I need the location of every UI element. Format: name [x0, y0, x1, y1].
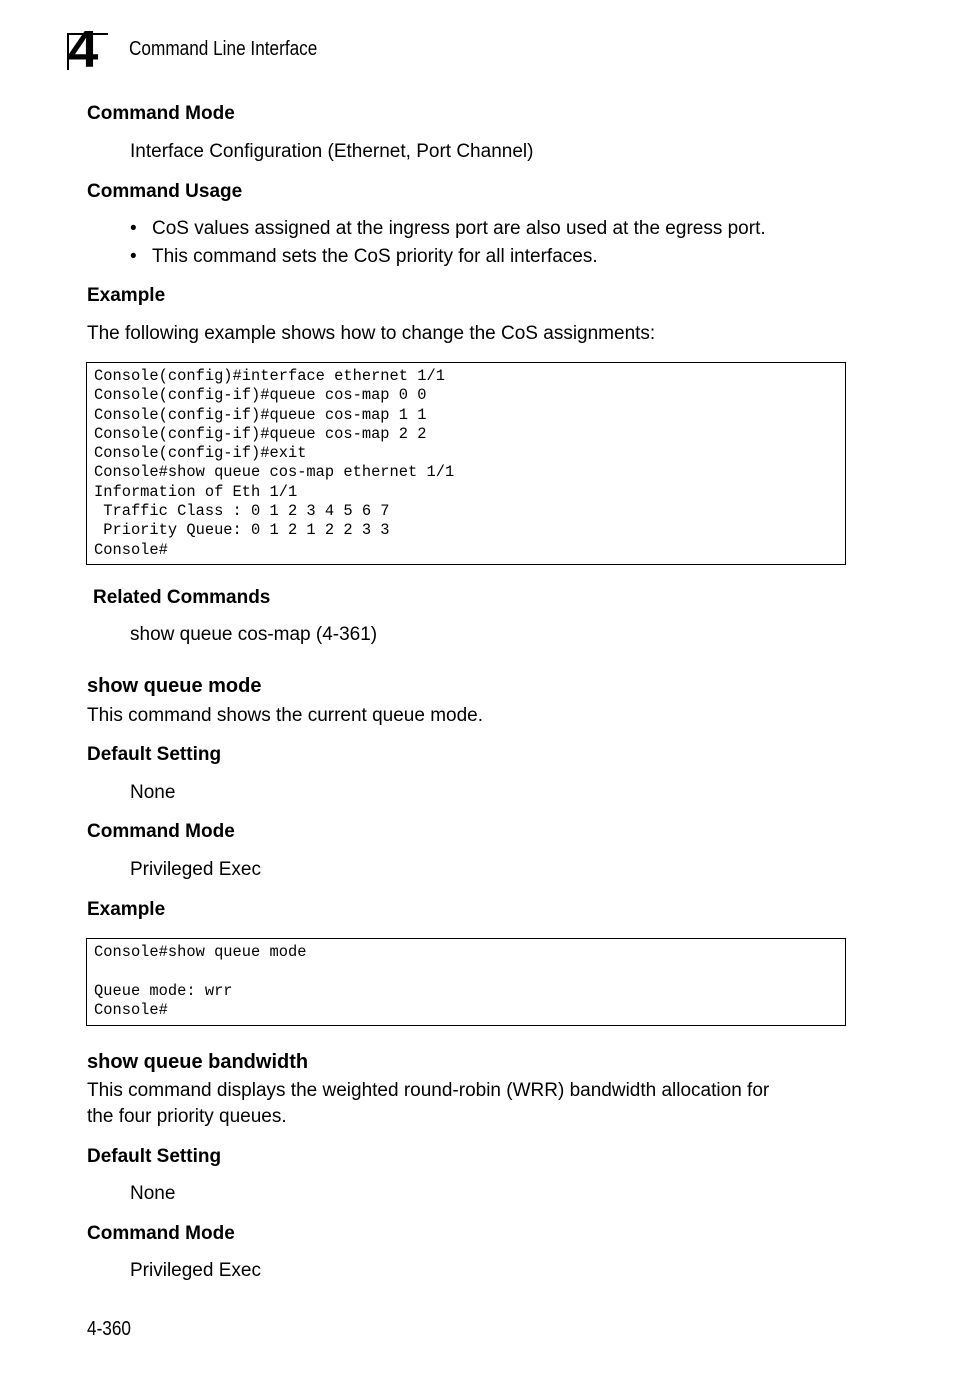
code-block	[86, 362, 846, 565]
code-line: Information of Eth 1/1	[94, 482, 298, 501]
code-line: Console(config-if)#queue cos-map 0 0	[94, 386, 427, 405]
command-mode-value: Privileged Exec	[130, 859, 261, 880]
command-usage-heading: Command Usage	[87, 181, 243, 202]
default-setting-value: None	[130, 782, 176, 803]
command-mode-heading: Command Mode	[87, 103, 235, 124]
code-line: Console#	[94, 540, 168, 559]
code-line: Console(config-if)#exit	[94, 444, 307, 463]
command-title: show queue bandwidth	[87, 1051, 309, 1073]
code-line: Traffic Class : 0 1 2 3 4 5 6 7	[94, 502, 390, 521]
bullet-marker: •	[130, 246, 137, 267]
bullet-marker: •	[130, 218, 137, 239]
usage-bullet: CoS values assigned at the ingress port are also used at the egress port.	[152, 218, 766, 239]
code-line: Console#	[94, 1000, 168, 1019]
command-mode-heading: Command Mode	[87, 821, 235, 842]
code-line: Console#show queue cos-map ethernet 1/1	[94, 463, 455, 482]
command-mode-heading: Command Mode	[87, 1223, 235, 1244]
code-line: Console(config)#interface ethernet 1/1	[94, 367, 445, 385]
example-heading: Example	[87, 899, 166, 920]
code-line: Queue mode: wrr	[94, 981, 233, 1000]
default-setting-heading: Default Setting	[87, 744, 222, 765]
example-heading: Example	[87, 285, 166, 306]
example-intro: The following example shows how to change the CoS assignments:	[87, 323, 656, 344]
usage-bullet: This command sets the CoS priority for all interfaces.	[152, 246, 598, 267]
chapter-number: 4	[68, 21, 98, 79]
command-description: This command shows the current queue mode.	[87, 705, 484, 726]
related-command-ref: show queue cos-map (4-361)	[130, 624, 378, 645]
command-description-line: This command displays the weighted round-robin (WRR) bandwidth allocation for	[87, 1080, 770, 1101]
default-setting-heading: Default Setting	[87, 1146, 222, 1167]
code-line: Console(config-if)#queue cos-map 2 2	[94, 424, 427, 443]
default-setting-value: None	[130, 1183, 176, 1204]
command-mode-value: Interface Configuration (Ethernet, Port Channel)	[130, 141, 534, 162]
command-mode-value: Privileged Exec	[130, 1260, 261, 1281]
code-line	[94, 962, 845, 981]
code-line: Console(config-if)#queue cos-map 1 1	[94, 405, 427, 424]
code-line: Priority Queue: 0 1 2 1 2 2 3 3	[94, 521, 390, 540]
command-description-line: the four priority queues.	[87, 1106, 287, 1127]
code-line: Console#show queue mode	[94, 943, 307, 961]
running-title: Command Line Interface	[129, 38, 318, 60]
page-number: 4-360	[87, 1318, 131, 1340]
command-title: show queue mode	[87, 675, 262, 697]
related-commands-heading: Related Commands	[93, 587, 271, 608]
code-block	[86, 938, 846, 1026]
